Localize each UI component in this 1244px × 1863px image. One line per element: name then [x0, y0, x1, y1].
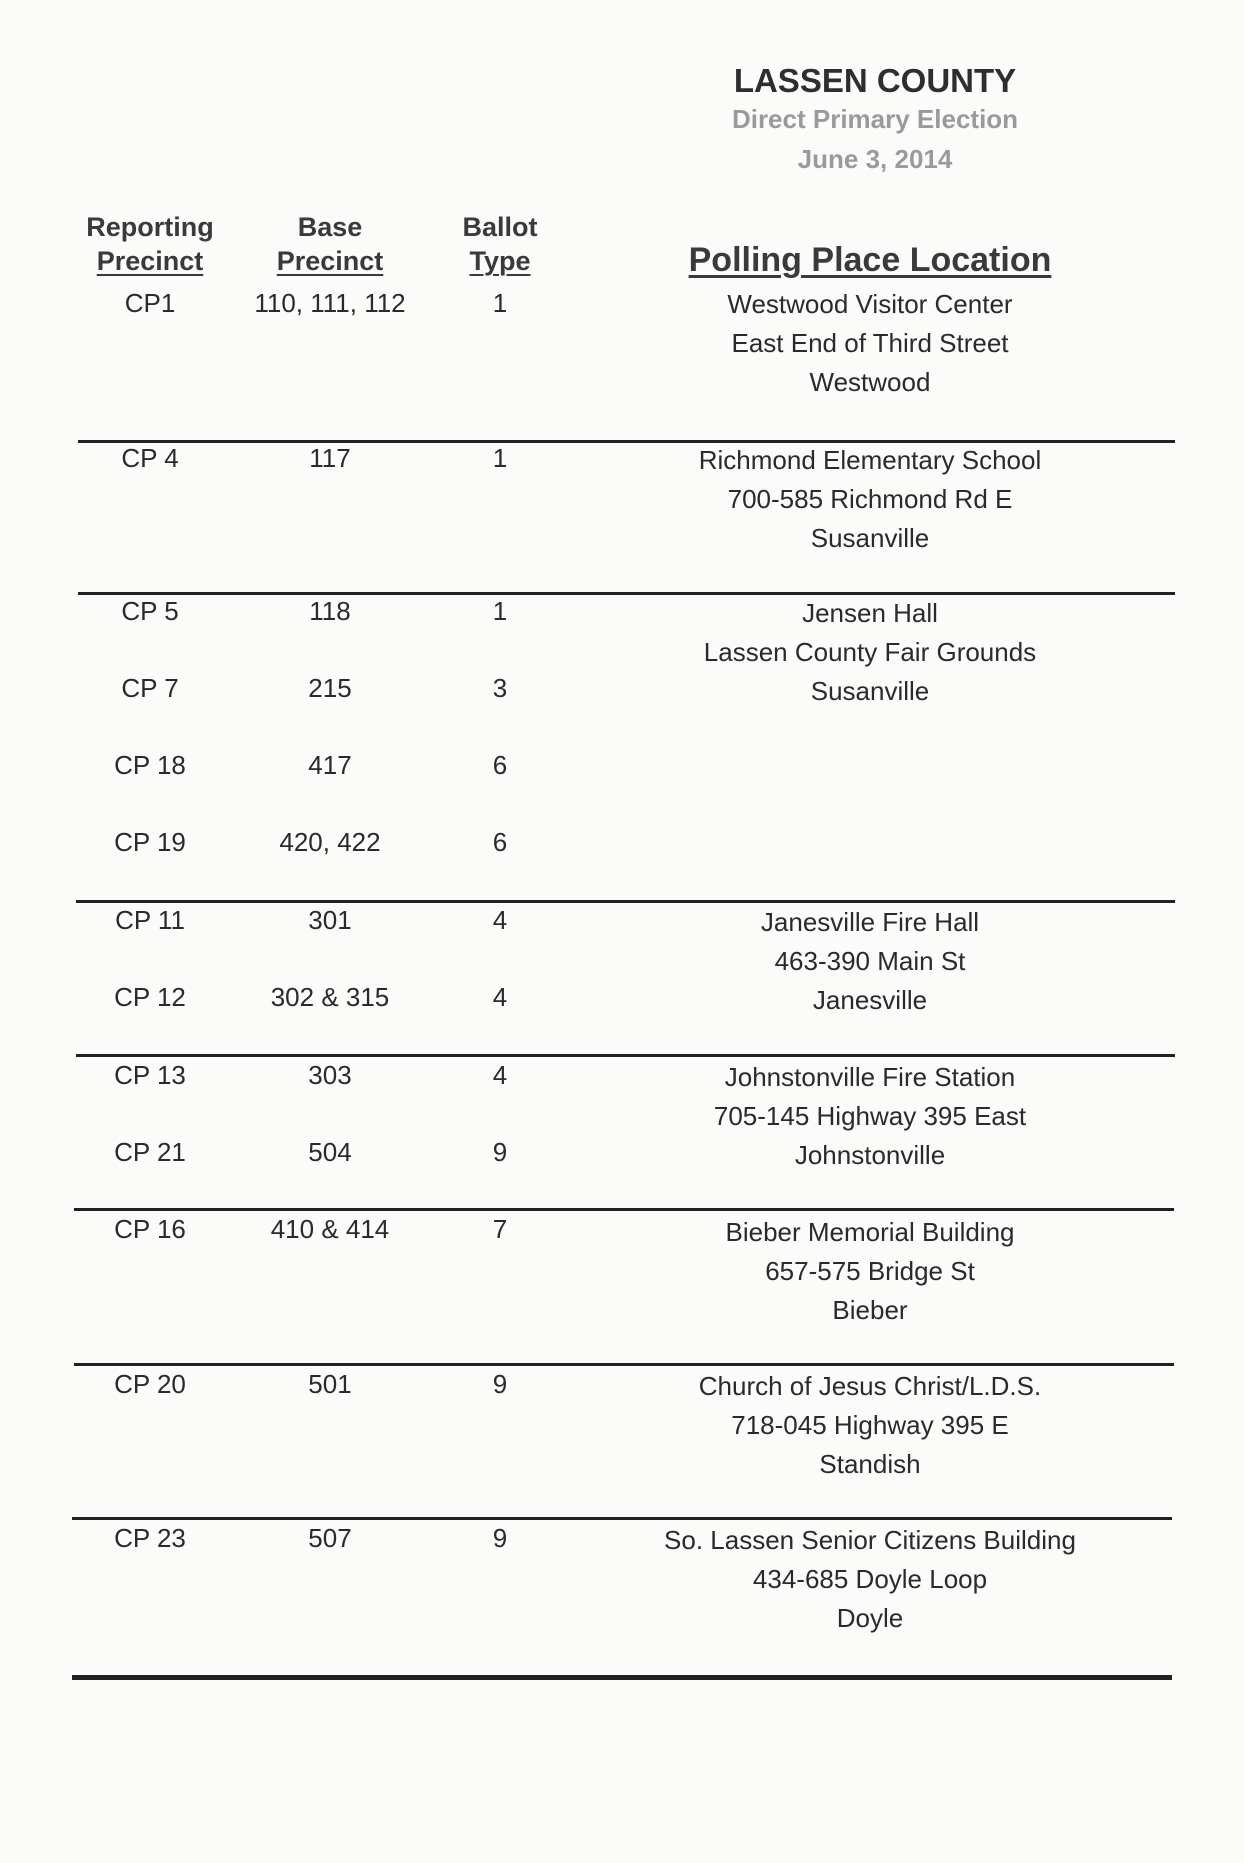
base-precinct-cell: 501 [308, 1369, 352, 1399]
base-precinct-cell: 417 [308, 750, 352, 780]
location-city: Johnstonville [794, 1140, 946, 1170]
ballot-type-cell: 7 [492, 1214, 508, 1244]
reporting-precinct-cell: CP 11 [115, 905, 185, 935]
location-city: Doyle [836, 1603, 904, 1633]
reporting-precinct-cell: CP 7 [121, 673, 179, 703]
reporting-precinct-cell: CP 12 [114, 982, 186, 1012]
reporting-precinct-cell: CP 19 [114, 827, 186, 857]
location-name: Jensen Hall [802, 598, 938, 628]
column-header-line: Base [297, 212, 363, 242]
table-bottom-rule [72, 1675, 1172, 1680]
base-precinct-cell: 504 [308, 1137, 352, 1167]
polling-location [620, 285, 1120, 402]
base-precinct-cell: 215 [308, 673, 352, 703]
location-name: Westwood Visitor Center [727, 289, 1013, 319]
location-name: Church of Jesus Christ/L.D.S. [698, 1371, 1042, 1401]
location-address: 705-145 Highway 395 East [713, 1101, 1027, 1131]
ballot-type-cell: 6 [492, 827, 508, 857]
location-address: 463-390 Main St [774, 946, 966, 976]
base-precinct-cell: 410 & 414 [270, 1214, 390, 1244]
reporting-precinct-cell: CP 13 [114, 1060, 186, 1090]
location-address: 700-585 Richmond Rd E [727, 484, 1013, 514]
county-title: LASSEN COUNTY [733, 62, 1017, 99]
polling-location [620, 1213, 1120, 1330]
reporting-precinct-cell: CP 18 [114, 750, 186, 780]
location-name: Bieber Memorial Building [725, 1217, 1015, 1247]
election-date: June 3, 2014 [797, 144, 953, 174]
ballot-type-cell: 3 [492, 673, 508, 703]
ballot-type-cell: 4 [492, 982, 508, 1012]
polling-location [620, 1367, 1120, 1484]
column-header-line: Precinct [96, 246, 204, 276]
location-address: 657-575 Bridge St [765, 1256, 975, 1286]
ballot-type-cell: 4 [492, 1060, 508, 1090]
column-header-ballot-type [440, 210, 560, 278]
location-city: Westwood [809, 367, 931, 397]
location-city: Bieber [832, 1295, 908, 1325]
ballot-type-cell: 6 [492, 750, 508, 780]
location-name: Janesville Fire Hall [760, 907, 980, 937]
reporting-precinct-cell: CP 4 [121, 443, 179, 473]
base-precinct-cell: 118 [309, 596, 351, 626]
location-city: Susanville [810, 676, 930, 706]
reporting-precinct-cell: CP 21 [114, 1137, 186, 1167]
column-header-line: Polling Place Location [688, 241, 1052, 279]
location-city: Standish [819, 1449, 921, 1479]
location-address: East End of Third Street [731, 328, 1009, 358]
polling-location [620, 441, 1120, 558]
ballot-type-cell: 1 [492, 443, 508, 473]
location-city: Susanville [810, 523, 930, 553]
column-header-base-precinct [240, 210, 420, 278]
row-divider [76, 1054, 1175, 1057]
column-header-line: Type [469, 246, 531, 276]
column-header-line: Ballot [462, 212, 538, 242]
base-precinct-cell: 507 [308, 1523, 352, 1553]
reporting-precinct-cell: CP 5 [121, 596, 179, 626]
polling-location [620, 903, 1120, 1020]
election-name: Direct Primary Election [731, 104, 1019, 134]
base-precinct-cell: 110, 111, 112 [254, 288, 406, 318]
polling-location [620, 1058, 1120, 1175]
row-divider [74, 1208, 1174, 1211]
ballot-type-cell: 1 [492, 288, 508, 318]
ballot-type-cell: 9 [492, 1523, 508, 1553]
location-address: 718-045 Highway 395 E [731, 1410, 1009, 1440]
ballot-type-cell: 9 [492, 1369, 508, 1399]
base-precinct-cell: 303 [308, 1060, 352, 1090]
column-header-polling-place [640, 243, 1100, 277]
base-precinct-cell: 302 & 315 [270, 982, 390, 1012]
polling-location [620, 594, 1120, 711]
location-city: Janesville [812, 985, 928, 1015]
location-address: Lassen County Fair Grounds [703, 637, 1037, 667]
polling-location [620, 1521, 1120, 1638]
ballot-type-cell: 4 [492, 905, 508, 935]
reporting-precinct-cell: CP1 [124, 288, 176, 318]
column-header-line: Precinct [276, 246, 384, 276]
ballot-type-cell: 9 [492, 1137, 508, 1167]
column-header-line: Reporting [86, 212, 214, 242]
base-precinct-cell: 301 [308, 905, 352, 935]
ballot-type-cell: 1 [492, 596, 508, 626]
base-precinct-cell: 117 [309, 443, 351, 473]
location-name: Richmond Elementary School [698, 445, 1042, 475]
row-divider [72, 1517, 1172, 1520]
location-name: Johnstonville Fire Station [724, 1062, 1016, 1092]
reporting-precinct-cell: CP 23 [114, 1523, 186, 1553]
reporting-precinct-cell: CP 20 [114, 1369, 186, 1399]
column-header-reporting-precinct [70, 210, 230, 278]
row-divider [74, 1363, 1174, 1366]
location-name: So. Lassen Senior Citizens Building [664, 1525, 1076, 1555]
reporting-precinct-cell: CP 16 [114, 1214, 186, 1244]
base-precinct-cell: 420, 422 [279, 827, 381, 857]
location-address: 434-685 Doyle Loop [752, 1564, 988, 1594]
